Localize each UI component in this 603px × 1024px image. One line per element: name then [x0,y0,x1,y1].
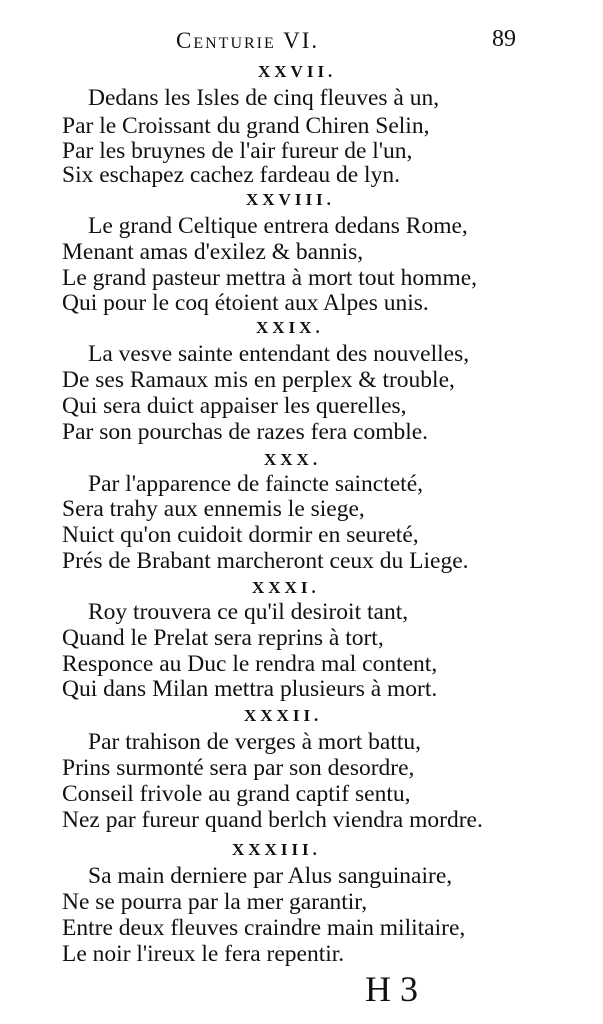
quatrain-numeral: XXX. [264,450,322,469]
verse-line: Ne se pourra par la mer garantir, [62,889,368,915]
verse-line: Six eschapez cachez fardeau de lyn. [62,162,400,188]
verse-line: Par les bruynes de l'air fureur de l'un, [62,138,413,164]
verse-line: Le grand Celtique entrera dedans Rome, [88,213,468,239]
verse-line: Par l'apparence de faincte saincteté, [88,471,424,497]
quatrain-numeral: XXVIII. [246,190,335,209]
verse-line: Prés de Brabant marcheront ceux du Liege. [62,548,469,574]
verse-line: Nuict qu'on cuidoit dormir en seureté, [62,522,419,548]
signature-mark: H 3 [365,969,418,1009]
verse-line: Dedans les Isles de cinq fleuves à un, [88,85,440,111]
quatrain-numeral: XXXI. [252,578,320,597]
verse-line: Prins surmonté sera par son desordre, [62,755,415,781]
verse-line: Entre deux fleuves craindre main militaire, [62,915,466,941]
verse-line: La vesve sainte entendant des nouvelles, [88,341,470,367]
verse-line: Responce au Duc le rendra mal content, [62,651,438,677]
verse-line: Menant amas d'exilez & bannis, [62,239,364,265]
verse-line: Qui sera duict appaiser les querelles, [62,393,407,419]
verse-line: Conseil frivole au grand captif sentu, [62,781,411,807]
verse-line: Par trahison de verges à mort battu, [88,729,422,755]
verse-line: Par le Croissant du grand Chiren Selin, [62,113,430,139]
verse-line: Sera trahy aux ennemis le siege, [62,496,365,522]
verse-line: Sa main derniere par Alus sanguinaire, [88,863,453,889]
verse-line: Le noir l'ireux le fera repentir. [62,941,345,967]
verse-line: Qui dans Milan mettra plusieurs à mort. [62,676,438,702]
verse-line: Qui pour le coq étoient aux Alpes unis. [62,290,429,316]
verse-line: De ses Ramaux mis en perplex & trouble, [62,367,455,393]
verse-line: Par son pourchas de razes fera comble. [62,419,429,445]
verse-line: Nez par fureur quand berlch viendra mordre. [62,807,483,833]
quatrain-numeral: XXXIII. [232,840,321,859]
quatrain-numeral: XXXII. [244,706,323,725]
quatrain-numeral: XXVII. [258,62,337,81]
page-number: 89 [492,26,516,52]
verse-line: Le grand pasteur mettra à mort tout homme, [62,265,478,291]
verse-line: Roy trouvera ce qu'il desiroit tant, [88,599,409,625]
verse-line: Quand le Prelat sera reprins à tort, [62,625,384,651]
running-title: Centurie VI. [176,28,320,53]
quatrain-numeral: XXIX. [256,318,324,337]
